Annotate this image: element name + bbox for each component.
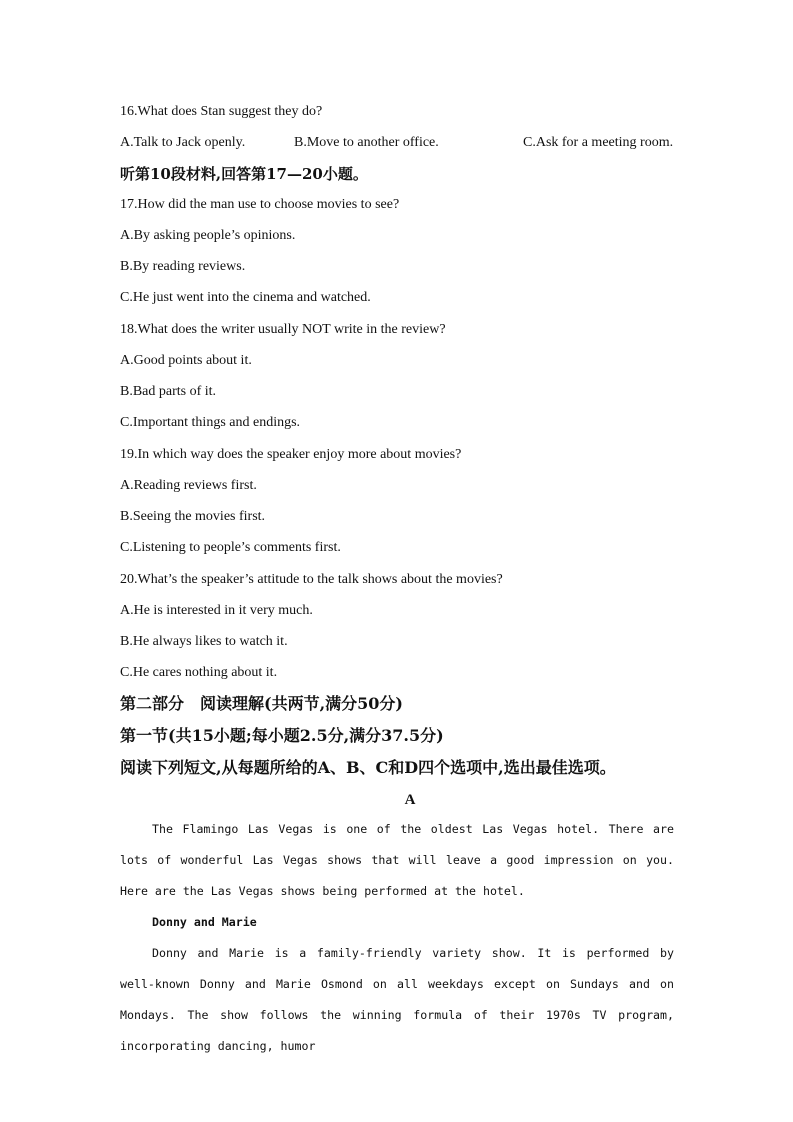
part-2-section-1: 第一节(共15小题;每小题2.5分,满分37.5分) [120, 726, 444, 745]
question-20: 20.What’s the speaker’s attitude to the talk shows about the movies? [120, 572, 503, 587]
question-20-option-b: B.He always likes to watch it. [120, 634, 288, 649]
question-16-option-c: C.Ask for a meeting room. [523, 135, 674, 150]
passage-text [120, 814, 674, 1062]
question-18-option-c: C.Important things and endings. [120, 415, 301, 430]
passage-heading: Donny and Marie [152, 915, 257, 929]
question-17-option-c: C.He just went into the cinema and watched. [120, 290, 371, 305]
part-2-instruction: 阅读下列短文,从每题所给的A、B、C和D四个选项中,选出最佳选项。 [120, 758, 616, 777]
question-17: 17.How did the man use to choose movies to see? [120, 197, 400, 212]
question-19-option-a: A.Reading reviews first. [120, 478, 257, 493]
section-10-instruction: 听第10段材料,回答第17—20小题。 [120, 165, 368, 183]
question-16-option-b: B.Move to another office. [294, 135, 439, 150]
question-19-option-c: C.Listening to people’s comments first. [120, 540, 341, 555]
passage-letter: A [404, 792, 416, 808]
question-18-option-a: A.Good points about it. [120, 353, 252, 368]
question-19: 19.In which way does the speaker enjoy more about movies? [120, 447, 462, 462]
question-20-option-a: A.He is interested in it very much. [120, 603, 313, 618]
part-2-title: 第二部分 阅读理解(共两节,满分50分) [120, 694, 403, 713]
passage-body: Donny and Marie is a family-friendly variety show. It is performed by well-known Donny and Marie Osmond on all weekdays except on Sundays and on Mondays. The show follows the winning formula of their 1970s TV program, incorporating dancing, humor [120, 946, 674, 1053]
question-16: 16.What does Stan suggest they do? [120, 104, 323, 119]
question-20-option-c: C.He cares nothing about it. [120, 665, 278, 680]
question-17-option-a: A.By asking people’s opinions. [120, 228, 296, 243]
passage-intro: The Flamingo Las Vegas is one of the oldest Las Vegas hotel. There are lots of wonderful Las Vegas shows that will leave a good impression on you. Here are the Las Vegas shows being performed at the hotel. [120, 822, 674, 898]
question-18-option-b: B.Bad parts of it. [120, 384, 217, 399]
question-17-option-b: B.By reading reviews. [120, 259, 246, 274]
question-16-option-a: A.Talk to Jack openly. [120, 135, 246, 150]
question-19-option-b: B.Seeing the movies first. [120, 509, 266, 524]
question-18: 18.What does the writer usually NOT write in the review? [120, 322, 446, 337]
